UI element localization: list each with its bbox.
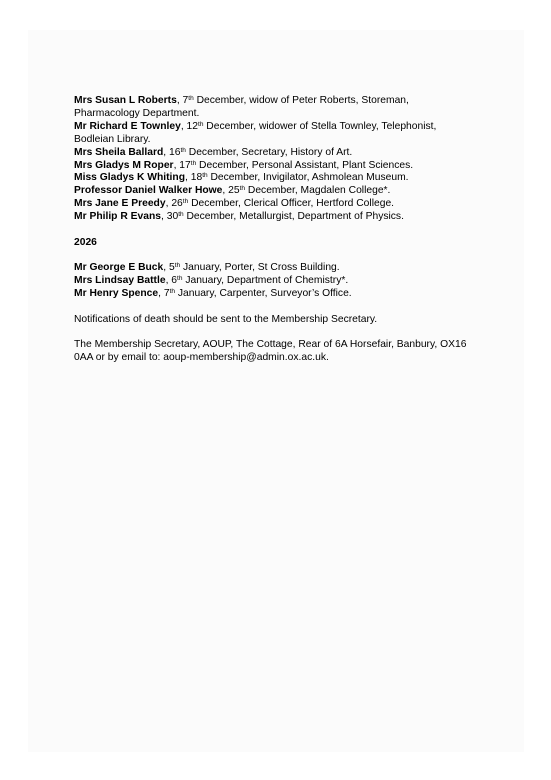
entry-details: January, Department of Chemistry*. bbox=[182, 274, 349, 286]
entry-name: Mr Henry Spence bbox=[74, 287, 159, 299]
entry-details: December, Metallurgist, Department of Physics. bbox=[183, 211, 404, 223]
entry-ordinal: th bbox=[202, 172, 208, 180]
entry-2025-3: Mrs Gladys M Roper, 17th December, Personal Assistant, Plant Sciences. bbox=[74, 159, 414, 171]
entry-ordinal: th bbox=[177, 274, 183, 282]
entry-ordinal: th bbox=[178, 211, 184, 219]
entry-ordinal: th bbox=[169, 287, 176, 295]
entry-name: Mrs Gladys M Roper bbox=[74, 159, 174, 171]
entry-ordinal: th bbox=[190, 159, 197, 167]
entry-day: 7 bbox=[163, 287, 170, 299]
entry-details: December, Clerical Officer, Hertford College. bbox=[188, 198, 395, 210]
entry-day: 18 bbox=[190, 172, 203, 184]
entry-2026-0: Mr George E Buck, 5th January, Porter, St Cross Building. bbox=[74, 261, 340, 273]
entry-2026-2: Mr Henry Spence, 7th January, Carpenter, Surveyor’s Office. bbox=[74, 287, 352, 299]
entry-2025-5: Professor Daniel Walker Howe, 25th December, Magdalen College*. bbox=[74, 185, 391, 197]
entry-details: December, Magdalen College*. bbox=[245, 185, 391, 197]
obituary-list bbox=[74, 95, 474, 365]
entry-day: 16 bbox=[169, 146, 181, 158]
entry-name: Professor Daniel Walker Howe bbox=[74, 185, 223, 197]
entry-details: December, widow of Peter Roberts, Storeman, Pharmacology Department. bbox=[74, 95, 409, 119]
entry-details: December, Invigilator, Ashmolean Museum. bbox=[207, 172, 409, 184]
entry-day: 30 bbox=[166, 211, 179, 223]
entry-ordinal: th bbox=[180, 146, 186, 154]
entry-name: Mr Philip R Evans bbox=[74, 211, 161, 223]
entry-ordinal: th bbox=[198, 120, 204, 128]
entry-ordinal: th bbox=[188, 95, 194, 102]
entry-2025-6: Mrs Jane E Preedy, 26th December, Clerical Officer, Hertford College. bbox=[74, 198, 395, 210]
entry-ordinal: th bbox=[174, 261, 181, 269]
entry-day: 12 bbox=[186, 120, 199, 132]
entry-2025-1: Mr Richard E Townley, 12th December, widower of Stella Townley, Telephonist, Bodleian Library. bbox=[74, 120, 437, 145]
entry-name: Mr George E Buck bbox=[74, 261, 164, 273]
entry-details: January, Porter, St Cross Building. bbox=[180, 261, 340, 273]
address-paragraph: The Membership Secretary, AOUP, The Cottage, Rear of 6A Horsefair, Banbury, OX16 0AA or by email to: aoup-membership@admin.ox.ac.uk. bbox=[74, 339, 467, 364]
entry-name: Mrs Lindsay Battle bbox=[74, 274, 166, 286]
entry-ordinal: th bbox=[182, 198, 189, 206]
entry-name: Miss Gladys K Whiting bbox=[74, 172, 185, 184]
entry-2025-0: Mrs Susan L Roberts, 7th December, widow of Peter Roberts, Storeman, Pharmacology Department. bbox=[74, 95, 409, 119]
entry-day: 26 bbox=[171, 198, 183, 210]
entry-day: 17 bbox=[179, 159, 191, 171]
entry-day: 25 bbox=[228, 185, 240, 197]
entry-details: December, Personal Assistant, Plant Sciences. bbox=[196, 159, 414, 171]
entry-name: Mr Richard E Townley bbox=[74, 120, 181, 132]
entry-2025-4: Miss Gladys K Whiting, 18th December, Invigilator, Ashmolean Museum. bbox=[74, 172, 409, 184]
entry-day: 5 bbox=[169, 261, 175, 273]
entry-2025-7: Mr Philip R Evans, 30th December, Metallurgist, Department of Physics. bbox=[74, 211, 404, 223]
entry-details: January, Carpenter, Surveyor’s Office. bbox=[175, 287, 352, 299]
year-heading: 2026 bbox=[74, 237, 97, 249]
entry-day: 7 bbox=[182, 95, 189, 106]
entry-details: December, Secretary, History of Art. bbox=[185, 146, 353, 158]
entry-name: Mrs Sheila Ballard bbox=[74, 146, 164, 158]
entry-day: 6 bbox=[171, 274, 178, 286]
entry-name: Mrs Jane E Preedy bbox=[74, 198, 166, 210]
entry-ordinal: th bbox=[239, 185, 246, 193]
entry-details: December, widower of Stella Townley, Telephonist, Bodleian Library. bbox=[74, 120, 437, 145]
entry-2025-2: Mrs Sheila Ballard, 16th December, Secretary, History of Art. bbox=[74, 146, 353, 158]
entry-2026-1: Mrs Lindsay Battle, 6th January, Department of Chemistry*. bbox=[74, 274, 349, 286]
spacer bbox=[74, 301, 474, 314]
spacer bbox=[74, 326, 474, 339]
entry-name: Mrs Susan L Roberts bbox=[74, 95, 177, 106]
notification-paragraph: Notifications of death should be sent to the Membership Secretary. bbox=[74, 313, 378, 325]
